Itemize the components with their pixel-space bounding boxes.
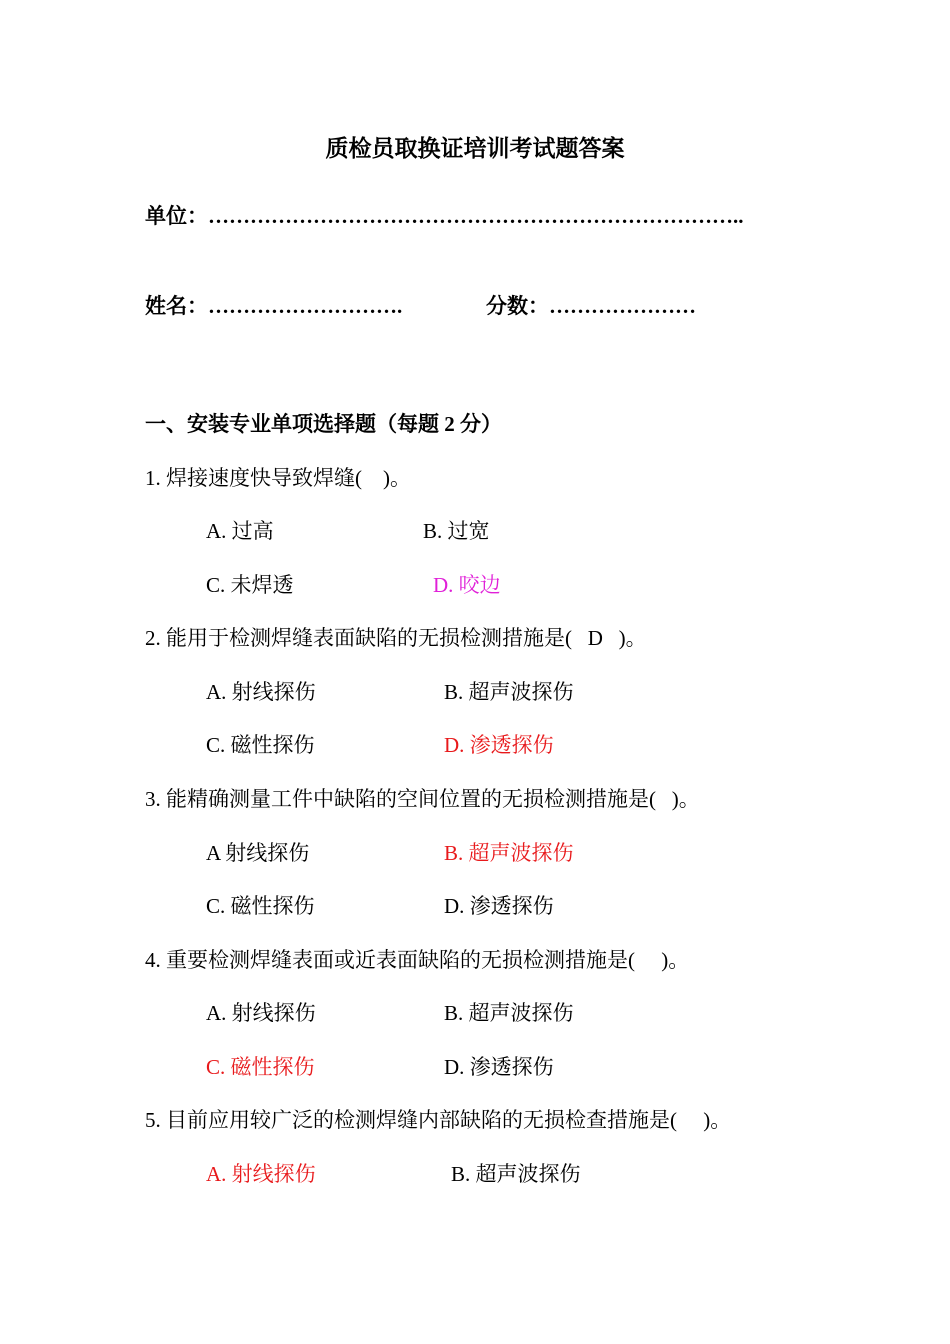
option-a: A. 射线探伤 <box>206 1001 316 1025</box>
question-stem: 4. 重要检测焊缝表面或近表面缺陷的无损检测措施是( )。 <box>145 948 690 972</box>
option-c-answer: C. 磁性探伤 <box>206 1055 315 1079</box>
option-d: D. 渗透探伤 <box>444 1055 554 1079</box>
option-d: D. 渗透探伤 <box>444 894 554 918</box>
question-stem: 2. 能用于检测焊缝表面缺陷的无损检测措施是( D )。 <box>145 626 647 650</box>
section-heading: 一、安装专业单项选择题（每题 2 分） <box>145 412 502 436</box>
option-b: B. 超声波探伤 <box>444 1001 574 1025</box>
option-d-answer: D. 咬边 <box>433 573 501 597</box>
option-a: A 射线探伤 <box>206 841 310 865</box>
option-a-answer: A. 射线探伤 <box>206 1162 316 1186</box>
question-stem: 1. 焊接速度快导致焊缝( )。 <box>145 466 411 490</box>
option-b: B. 超声波探伤 <box>451 1162 581 1186</box>
option-c: C. 磁性探伤 <box>206 894 315 918</box>
option-c: C. 磁性探伤 <box>206 733 315 757</box>
unit-field: 单位：………………………………………………………………….. <box>145 204 744 228</box>
score-field: 分数：………………… <box>486 294 696 318</box>
option-d-answer: D. 渗透探伤 <box>444 733 554 757</box>
document-title: 质检员取换证培训考试题答案 <box>325 136 625 161</box>
option-b: B. 超声波探伤 <box>444 680 574 704</box>
option-a: A. 射线探伤 <box>206 680 316 704</box>
option-b: B. 过宽 <box>423 519 490 543</box>
option-a: A. 过高 <box>206 519 274 543</box>
option-b-answer: B. 超声波探伤 <box>444 841 574 865</box>
question-stem: 3. 能精确测量工件中缺陷的空间位置的无损检测措施是( )。 <box>145 787 700 811</box>
option-c: C. 未焊透 <box>206 573 294 597</box>
question-stem: 5. 目前应用较广泛的检测焊缝内部缺陷的无损检查措施是( )。 <box>145 1108 732 1132</box>
name-field: 姓名：………………………. <box>145 294 403 318</box>
